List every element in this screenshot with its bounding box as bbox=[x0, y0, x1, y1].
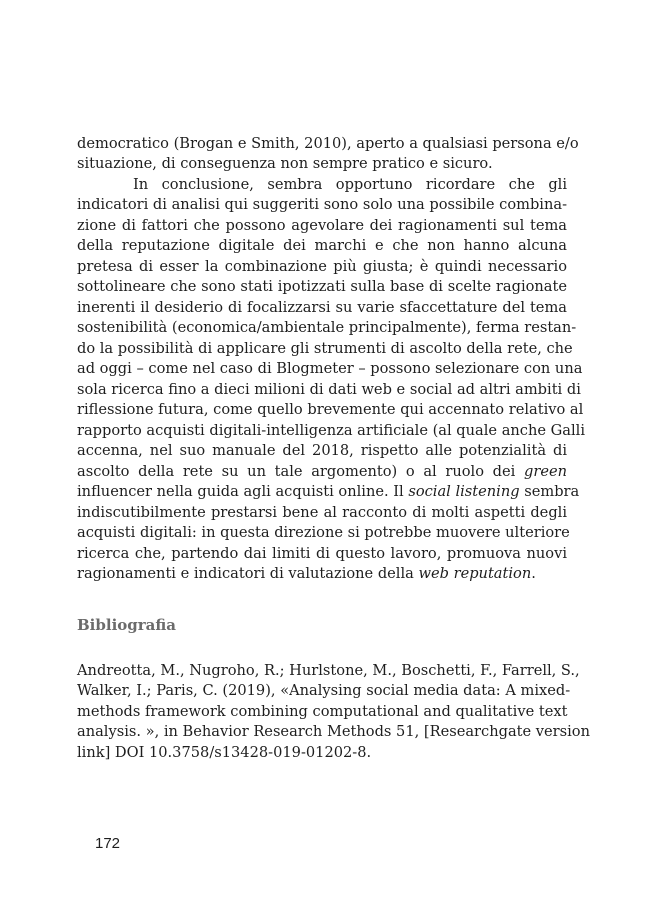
body-line: inerenti il desiderio di focalizzarsi su varie sfaccettature del tema bbox=[77, 299, 567, 316]
body-line: sottolineare che sono stati ipotizzati sulla base di scelte ragionate bbox=[77, 278, 567, 295]
body-line: democratico (Brogan e Smith, 2010), aperto a qualsiasi persona e/o bbox=[77, 135, 579, 152]
body-text-span: influencer nella guida agli acquisti online. Il bbox=[77, 483, 409, 500]
body-line: do la possibilità di applicare gli strumenti di ascolto della rete, che bbox=[77, 340, 573, 357]
body-line: situazione, di conseguenza non sempre pratico e sicuro. bbox=[77, 155, 493, 172]
body-line bbox=[77, 564, 567, 584]
body-line: accenna, nel suo manuale del 2018, rispetto alle potenzialità di bbox=[77, 442, 567, 459]
body-line: pretesa di esser la combinazione più giusta; è quindi necessario bbox=[77, 258, 567, 275]
bibliography-heading: Bibliografia bbox=[77, 616, 177, 634]
body-line: sola ricerca fino a dieci milioni di dati web e social ad altri ambiti di bbox=[77, 381, 581, 398]
body-line bbox=[77, 482, 580, 502]
bibliography-entry-line: Walker, I.; Paris, C. (2019), «Analysing social media data: A mixed- bbox=[77, 682, 571, 699]
body-text-span: . bbox=[531, 565, 536, 582]
body-line: indiscutibilmente prestarsi bene al racconto di molti aspetti degli bbox=[77, 504, 567, 521]
body-line: rapporto acquisti digitali-intelligenza artificiale (al quale anche Galli bbox=[77, 422, 586, 439]
italic-term: social listening bbox=[408, 483, 520, 500]
italic-term: green bbox=[524, 463, 567, 480]
body-line: sostenibilità (economica/ambientale principalmente), ferma restan- bbox=[77, 319, 577, 336]
body-line: indicatori di analisi qui suggeriti sono solo una possibile combina- bbox=[77, 196, 567, 213]
body-line: In conclusione, sembra opportuno ricordare che gli bbox=[133, 176, 567, 193]
body-line: ricerca che, partendo dai limiti di questo lavoro, promuova nuovi bbox=[77, 545, 567, 562]
italic-term: web reputation bbox=[418, 565, 532, 582]
bibliography-entry-line: Andreotta, M., Nugroho, R.; Hurlstone, M., Boschetti, F., Farrell, S., bbox=[77, 662, 580, 679]
body-line: zione di fattori che possono agevolare dei ragionamenti sul tema bbox=[77, 217, 567, 234]
body-text-span: ascolto della rete su un tale argomento) o al ruolo dei bbox=[77, 463, 524, 480]
body-line: riflessione futura, come quello brevemente qui accennato relativo al bbox=[77, 401, 584, 418]
body-line bbox=[77, 462, 567, 482]
body-text-span: sembra bbox=[519, 483, 580, 500]
bibliography-entry-line: methods framework combining computational and qualitative text bbox=[77, 703, 568, 720]
body-line: acquisti digitali: in questa direzione si potrebbe muovere ulteriore bbox=[77, 524, 570, 541]
bibliography-entry-line: analysis. », in Behavior Research Methods 51, [Researchgate version bbox=[77, 723, 590, 740]
page-number: 172 bbox=[95, 835, 121, 852]
bibliography-entry-line: link] DOI 10.3758/s13428-019-01202-8. bbox=[77, 744, 372, 761]
body-line: della reputazione digitale dei marchi e che non hanno alcuna bbox=[77, 237, 567, 254]
body-line: ad oggi – come nel caso di Blogmeter – possono selezionare con una bbox=[77, 360, 583, 377]
body-text-span: ragionamenti e indicatori di valutazione della bbox=[77, 565, 419, 582]
